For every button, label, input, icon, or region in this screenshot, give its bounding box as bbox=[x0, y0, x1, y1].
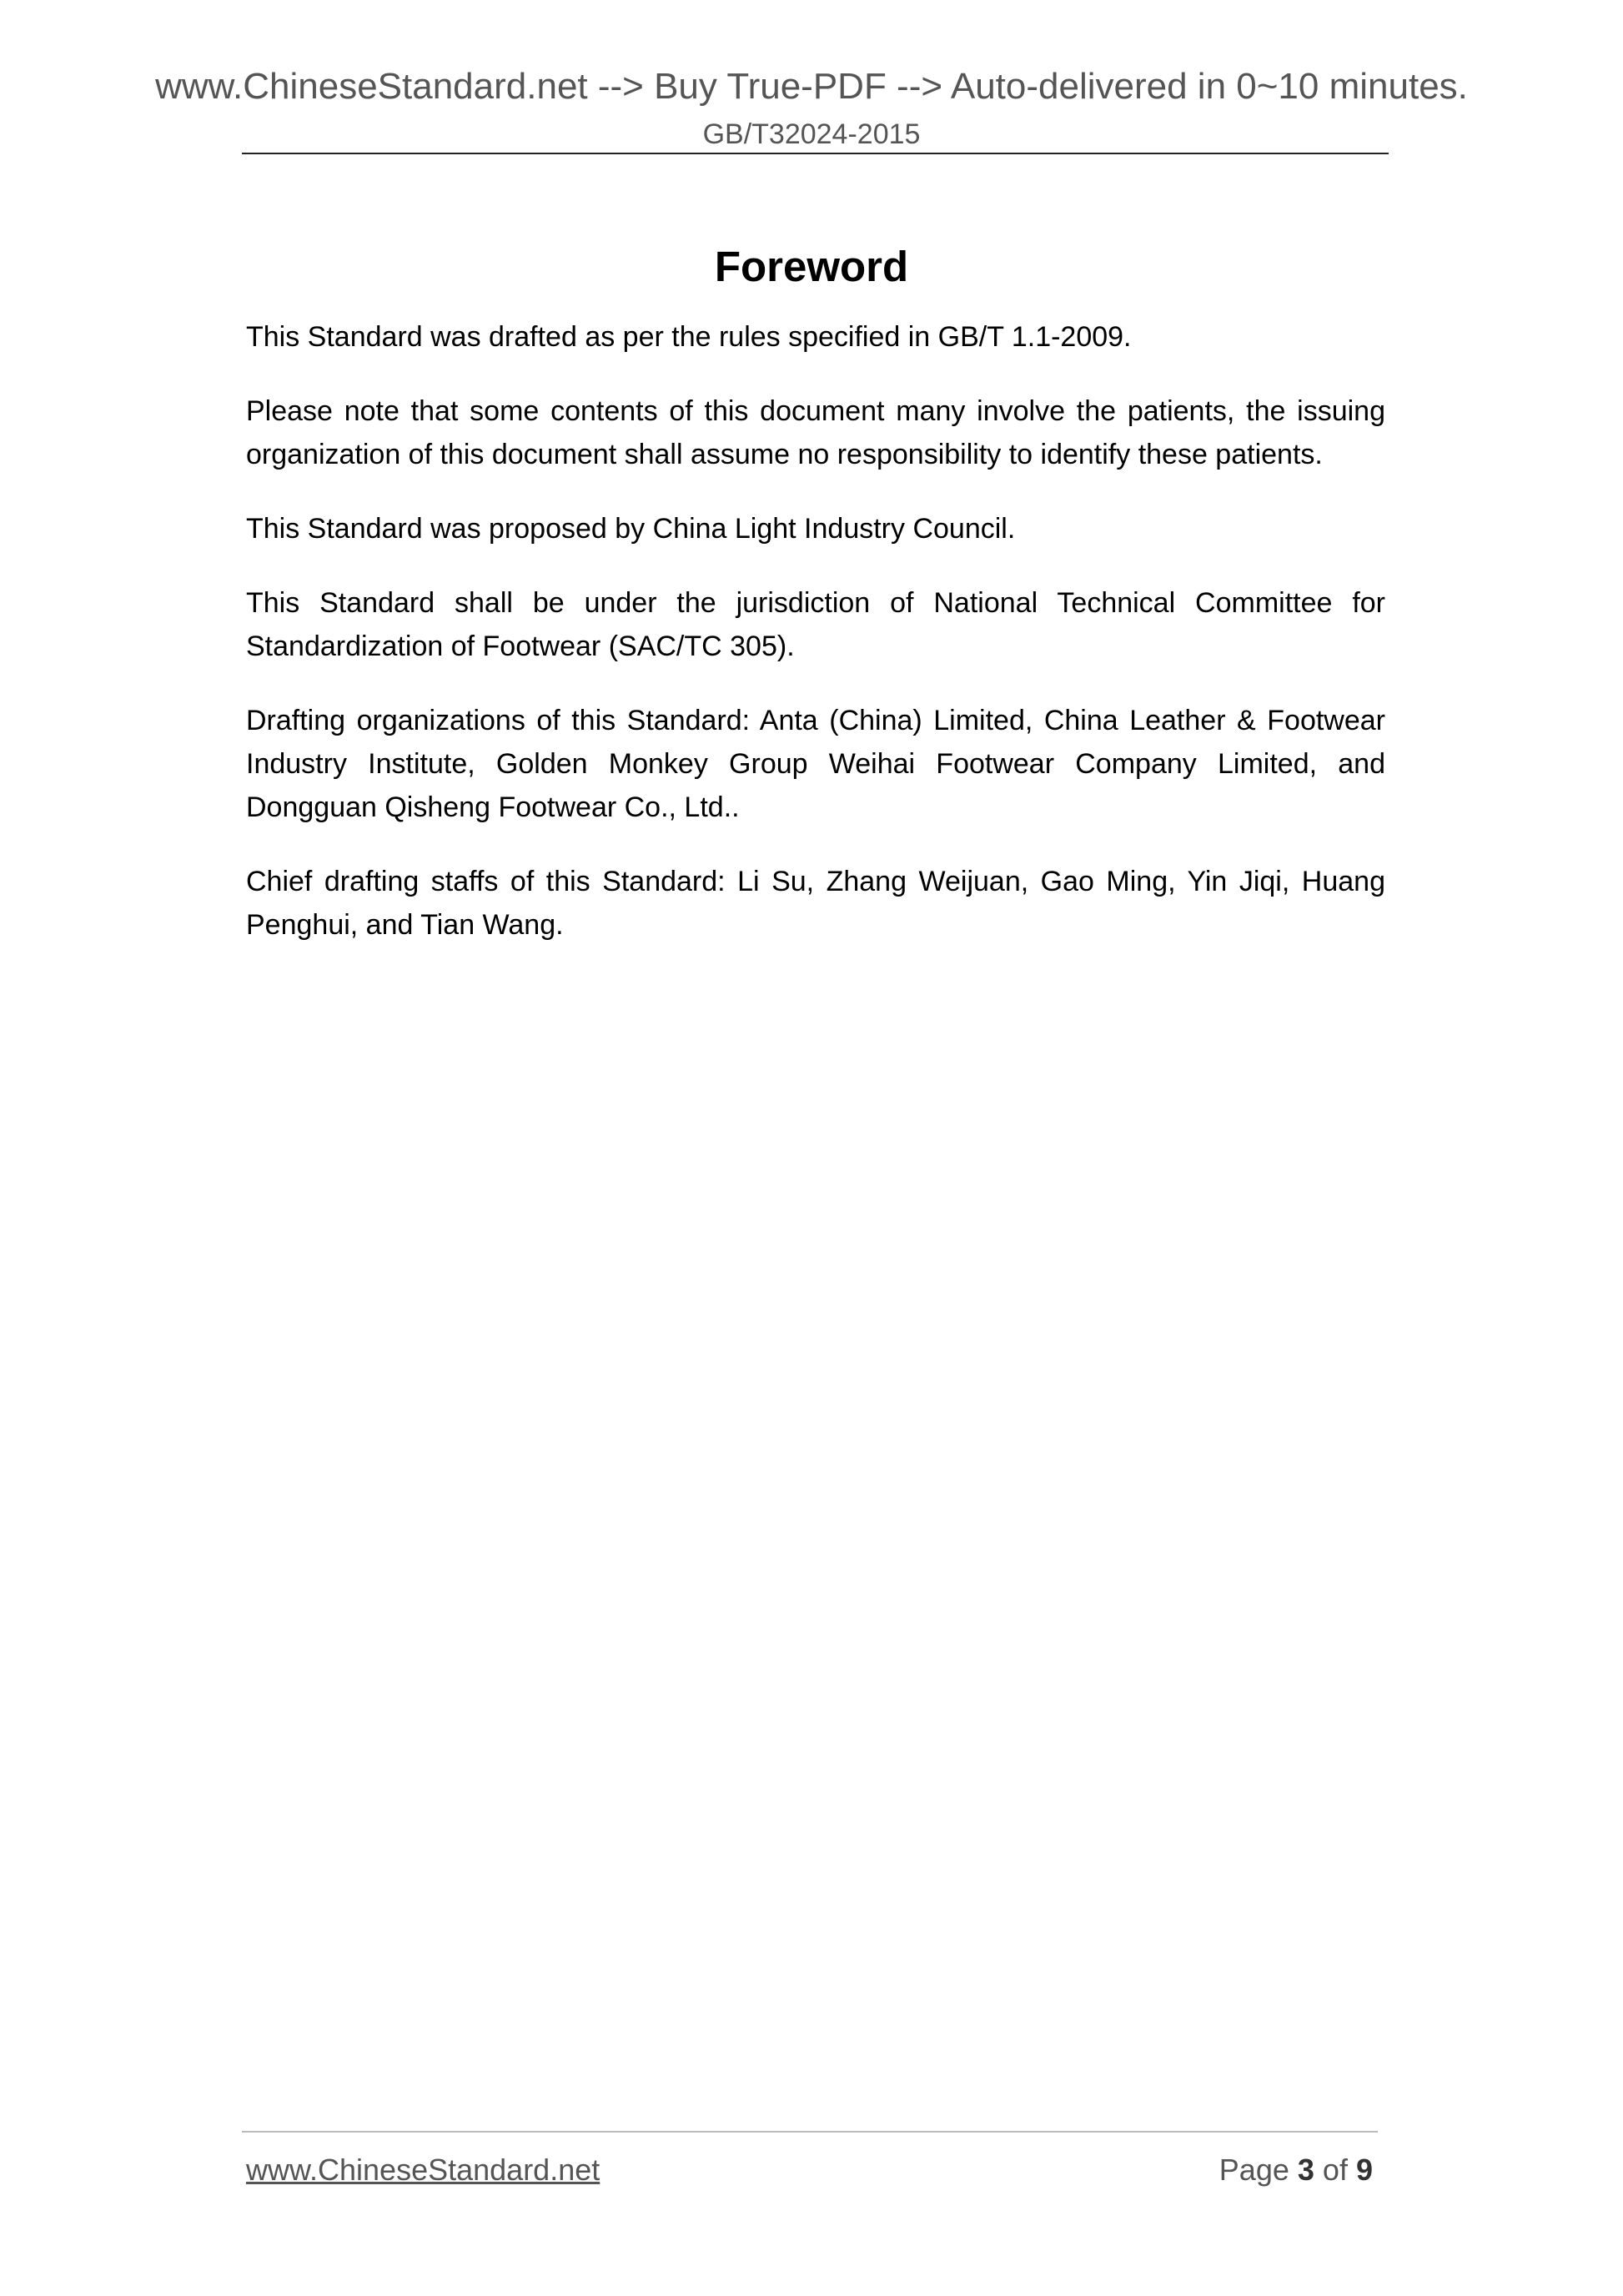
paragraph-jurisdiction: This Standard shall be under the jurisdiction of National Technical Committee for Standardization of Footwear (SAC/TC 305). bbox=[246, 587, 1385, 662]
paragraph-drafting-rules: This Standard was drafted as per the rules specified in GB/T 1.1-2009. bbox=[246, 321, 1132, 353]
paragraph-proposed-by: This Standard was proposed by China Light Industry Council. bbox=[246, 513, 1016, 545]
page-title: Foreword bbox=[714, 243, 909, 291]
page-total: 9 bbox=[1355, 2153, 1373, 2187]
header-divider bbox=[242, 153, 1389, 154]
footer-divider bbox=[242, 2131, 1378, 2133]
header-banner: www.ChineseStandard.net --> Buy True-PDF --> Auto-delivered in 0~10 minutes. bbox=[155, 66, 1468, 107]
foreword-body bbox=[246, 315, 1385, 977]
footer-website-link[interactable]: www.ChineseStandard.net bbox=[246, 2153, 600, 2187]
document-code: GB/T32024-2015 bbox=[702, 118, 921, 150]
page-current: 3 bbox=[1297, 2153, 1314, 2187]
page-of: of bbox=[1322, 2153, 1348, 2187]
page-prefix: Page bbox=[1219, 2153, 1289, 2187]
paragraph-drafting-organizations: Drafting organizations of this Standard: Anta (China) Limited, China Leather & Footwear Industry Institute, Golden Monkey Group Weihai Footwear Company Limited, and Dongguan Qisheng Footwear Co., Ltd.. bbox=[246, 705, 1385, 823]
paragraph-patents-note: Please note that some contents of this document many involve the patients, the issuing organization of this document shall assume no responsibility to identify these patients. bbox=[246, 395, 1385, 470]
paragraph-chief-drafters: Chief drafting staffs of this Standard: Li Su, Zhang Weijuan, Gao Ming, Yin Jiqi, Huang Penghui, and Tian Wang. bbox=[246, 866, 1385, 941]
page-number bbox=[1219, 2152, 1373, 2188]
